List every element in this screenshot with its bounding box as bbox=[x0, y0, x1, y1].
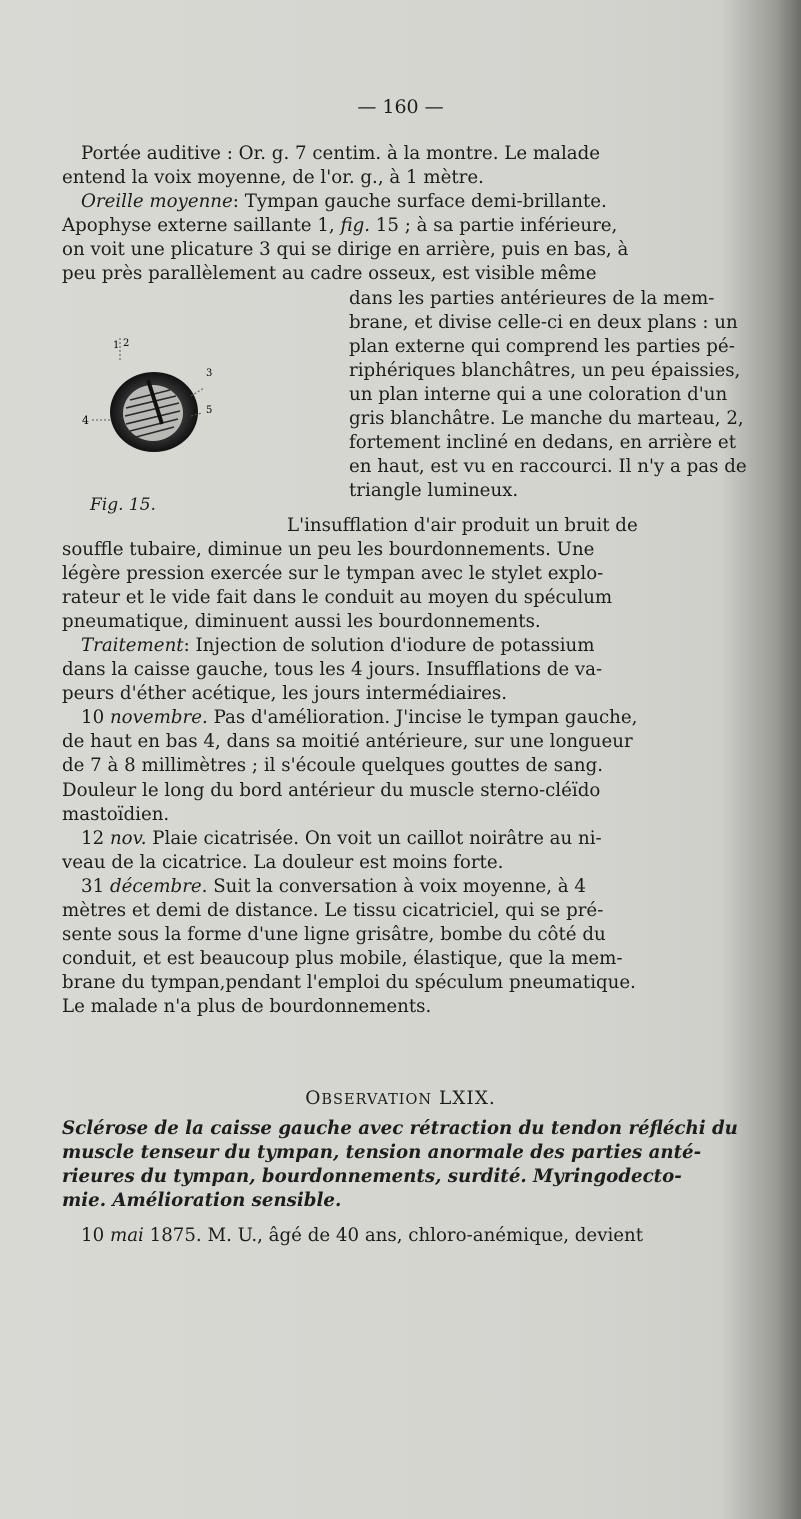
text-line: conduit, et est beaucoup plus mobile, élastique, que la mem- bbox=[62, 948, 623, 970]
figure-label: 3 bbox=[206, 368, 213, 379]
text-line: entend la voix moyenne, de l'or. g., à 1 mètre. bbox=[62, 167, 484, 189]
text-line: en haut, est vu en raccourci. Il n'y a pas de bbox=[349, 456, 747, 478]
text-line bbox=[62, 706, 738, 730]
text-line: de 7 à 8 millimètres ; il s'écoule quelques gouttes de sang. bbox=[62, 755, 604, 777]
body-text-wrap bbox=[349, 287, 747, 504]
subtitle-line: rieures du tympan, bourdonnements, surdité. Myringodecto- bbox=[62, 1166, 682, 1188]
subtitle-line: mie. Amélioration sensible. bbox=[62, 1190, 342, 1212]
text-line: dans les parties antérieures de la mem- bbox=[349, 287, 715, 309]
figure-caption: Fig. 15. bbox=[90, 495, 156, 515]
date-number: 12 bbox=[81, 827, 105, 849]
text-line: brane, et divise celle-ci en deux plans : un bbox=[349, 311, 738, 333]
text-line: sente sous la forme d'une ligne grisâtre, bombe du côté du bbox=[62, 924, 606, 946]
text-fragment: Apophyse externe saillante 1, bbox=[62, 215, 341, 237]
subtitle-line: Sclérose de la caisse gauche avec rétraction du tendon réfléchi du bbox=[62, 1118, 738, 1139]
text-line bbox=[62, 875, 738, 899]
observation-number: LXIX. bbox=[438, 1088, 496, 1109]
body-text-top bbox=[62, 142, 738, 287]
text-line: Douleur le long du bord antérieur du muscle sterno-cléïdo bbox=[62, 779, 601, 801]
text-line: brane du tympan,pendant l'emploi du spéculum pneumatique. bbox=[62, 972, 636, 994]
text-line: mastoïdien. bbox=[62, 803, 170, 825]
text-line: mètres et demi de distance. Le tissu cicatriciel, qui se pré- bbox=[62, 900, 604, 921]
final-paragraph bbox=[62, 1224, 738, 1248]
text-line: veau de la cicatrice. La douleur est moins forte. bbox=[62, 851, 504, 873]
text-line: fortement incliné en dedans, en arrière et bbox=[349, 432, 737, 454]
date-label: nov. bbox=[109, 827, 147, 849]
text-line: Le malade n'a plus de bourdonnements. bbox=[62, 996, 432, 1018]
date-label: décembre. bbox=[109, 875, 208, 897]
text-fragment: Pas d'amélioration. J'incise le tympan gauche, bbox=[207, 707, 638, 729]
observation-subtitle bbox=[62, 1117, 738, 1213]
text-line bbox=[62, 190, 738, 214]
text-fragment: : Injection de solution d'iodure de potassium bbox=[183, 634, 595, 656]
observation-word: BSERVATION bbox=[321, 1092, 433, 1108]
tympanum-drawing bbox=[78, 338, 228, 508]
date-label: novembre. bbox=[109, 707, 208, 729]
text-line: riphériques blanchâtres, un peu épaissies, bbox=[349, 359, 741, 381]
text-line: de haut en bas 4, dans sa moitié antérieure, sur une longueur bbox=[62, 731, 633, 753]
figure-label: 5 bbox=[206, 405, 213, 416]
text-fragment: : Tympan gauche surface demi-brillante. bbox=[232, 191, 607, 213]
text-line: pneumatique, diminuent aussi les bourdonnements. bbox=[62, 610, 541, 632]
text-line: on voit une plicature 3 qui se dirige en arrière, puis en bas, à bbox=[62, 239, 629, 261]
observation-heading bbox=[0, 1088, 801, 1109]
text-line: peurs d'éther acétique, les jours intermédiaires. bbox=[62, 683, 507, 705]
subtitle-line: muscle tenseur du tympan, tension anormale des parties anté- bbox=[62, 1142, 702, 1164]
figure-label: 1 bbox=[113, 340, 120, 351]
figure-label: 2 bbox=[123, 338, 130, 349]
text-fragment: 15 ; à sa partie inférieure, bbox=[370, 215, 618, 237]
text-line: un plan interne qui a une coloration d'un bbox=[349, 383, 728, 405]
date-number: 10 bbox=[81, 707, 105, 729]
figure-label: 4 bbox=[82, 414, 89, 427]
text-line bbox=[62, 827, 738, 851]
text-line: souffle tubaire, diminue un peu les bourdonnements. Une bbox=[62, 538, 595, 560]
section-label-oreille: Oreille moyenne bbox=[81, 191, 233, 213]
text-line: L'insufflation d'air produit un bruit de bbox=[287, 514, 638, 536]
observation-initial: O bbox=[305, 1088, 322, 1109]
text-line: gris blanchâtre. Le manche du marteau, 2, bbox=[349, 408, 744, 430]
text-line: triangle lumineux. bbox=[349, 480, 519, 502]
date-label: mai bbox=[109, 1225, 144, 1246]
text-fragment: 1875. M. U., âgé de 40 ans, chloro-anémique, devient bbox=[143, 1225, 644, 1246]
text-line: légère pression exercée sur le tympan avec le stylet explo- bbox=[62, 562, 604, 584]
fig-ref: fig. bbox=[340, 215, 371, 237]
text-line: plan externe qui comprend les parties pé- bbox=[349, 335, 735, 357]
text-line: Portée auditive : Or. g. 7 centim. à la montre. Le malade bbox=[81, 143, 601, 164]
text-line: peu près parallèlement au cadre osseux, est visible même bbox=[62, 263, 597, 285]
text-fragment: Suit la conversation à voix moyenne, à 4 bbox=[207, 875, 586, 897]
text-line: rateur et le vide fait dans le conduit au moyen du spéculum bbox=[62, 586, 613, 608]
text-fragment: Plaie cicatrisée. On voit un caillot noirâtre au ni- bbox=[146, 827, 602, 849]
date-number: 10 bbox=[81, 1225, 105, 1246]
text-line bbox=[62, 1224, 738, 1248]
date-number: 31 bbox=[81, 875, 105, 897]
body-text-bottom bbox=[62, 514, 738, 1020]
page-number: — 160 — bbox=[357, 96, 444, 118]
tympanum-figure bbox=[78, 338, 228, 508]
text-line bbox=[62, 634, 738, 658]
text-line bbox=[62, 214, 738, 238]
section-label-traitement: Traitement bbox=[81, 634, 184, 656]
text-line: dans la caisse gauche, tous les 4 jours. Insufflations de va- bbox=[62, 659, 603, 681]
